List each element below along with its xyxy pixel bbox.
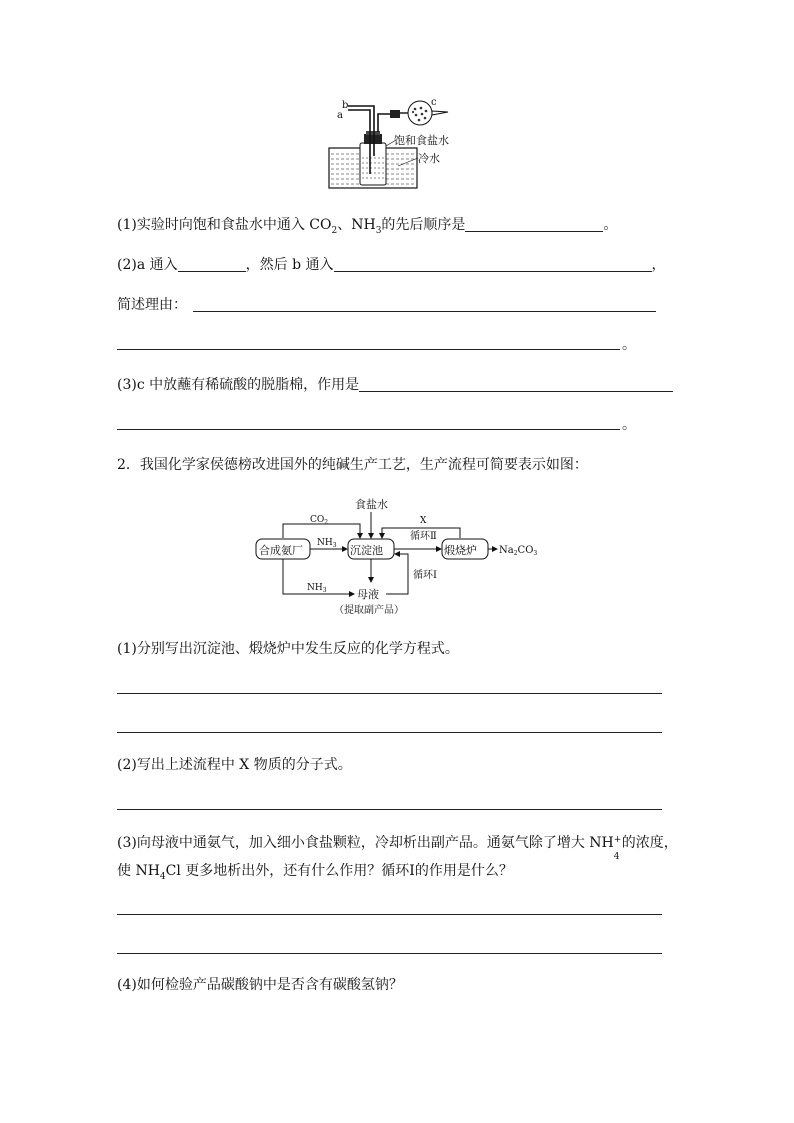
process-flow-diagram xyxy=(250,494,550,618)
q2-sub2: (2)写出上述流程中 X 物质的分子式。 xyxy=(117,757,352,773)
q2-sub3-line1: (3)向母液中通氨气，加入细小食盐颗粒，冷却析出副产品。通氨气除了增大 NH + 4 的浓度， xyxy=(117,835,678,862)
answer-blank-c-purpose[interactable] xyxy=(359,377,673,392)
label-cycle1: 循环Ⅰ xyxy=(413,570,437,581)
answer-blank-b[interactable] xyxy=(334,257,652,272)
label-b: b xyxy=(342,100,349,111)
svg-text:合成氨厂: 合成氨厂 xyxy=(259,544,303,557)
q1-part3-end: 。 xyxy=(622,417,636,433)
q2-sub1: (1)分别写出沉淀池、煅烧炉中发生反应的化学方程式。 xyxy=(117,641,459,657)
answer-line-q2-1b[interactable] xyxy=(117,732,662,733)
q2-stem: 2．我国化学家侯德榜改进国外的纯碱生产工艺，生产流程可简要表示如图： xyxy=(117,457,588,473)
label-c: c xyxy=(431,97,437,108)
label-co2: $CO_2$ xyxy=(310,515,329,526)
q2-sub4: (4)如何检验产品碳酸钠中是否含有碳酸氢钠？ xyxy=(117,977,403,993)
label-nh3-bottom: $NH_3$ xyxy=(307,583,327,594)
answer-line-q2-1a[interactable] xyxy=(117,693,662,694)
label-mother-liquor: 母液 xyxy=(357,588,379,601)
answer-line-c-purpose-2[interactable] xyxy=(117,429,620,430)
answer-line-q2-2[interactable] xyxy=(117,809,662,810)
apparatus-figure xyxy=(326,96,466,192)
answer-line-q2-3b[interactable] xyxy=(117,953,662,954)
answer-blank-a[interactable] xyxy=(178,257,246,272)
q1-reason-end: 。 xyxy=(622,337,636,353)
label-nh3-main: $NH_3$ xyxy=(317,538,337,549)
q1-part3: (3)c 中放蘸有稀硫酸的脱脂棉，作用是 xyxy=(117,376,673,394)
q1-reason-label: 简述理由： xyxy=(117,297,187,313)
q1-part1: (1)实验时向饱和食盐水中通入 $CO_2$、$NH_3$的先后顺序是 。 xyxy=(117,217,618,236)
svg-text:沉淀池: 沉淀池 xyxy=(350,544,383,557)
label-x: X xyxy=(420,516,427,526)
answer-line-reason-2[interactable] xyxy=(117,349,620,350)
label-product: $Na_2CO_3$ xyxy=(499,545,538,557)
label-byproduct: （提取副产品） xyxy=(334,605,404,616)
answer-line-q2-3a[interactable] xyxy=(117,914,662,915)
label-brine-input: 食盐水 xyxy=(355,498,388,511)
answer-line-reason-1[interactable] xyxy=(193,311,656,312)
svg-text:煅烧炉: 煅烧炉 xyxy=(444,544,477,557)
q1-part2: (2)a 通入 ，然后 b 通入 ， xyxy=(117,257,666,273)
label-a: a xyxy=(337,110,343,121)
label-brine: 饱和食盐水 xyxy=(394,134,449,147)
label-cycle2: 循环Ⅱ xyxy=(410,531,437,542)
answer-blank-order[interactable] xyxy=(465,217,603,232)
label-cold-water: 冷水 xyxy=(418,152,440,165)
q2-sub3-line2: 使 $NH_4Cl$ 更多地析出外，还有什么作用？循环Ⅰ的作用是什么？ xyxy=(117,863,513,882)
